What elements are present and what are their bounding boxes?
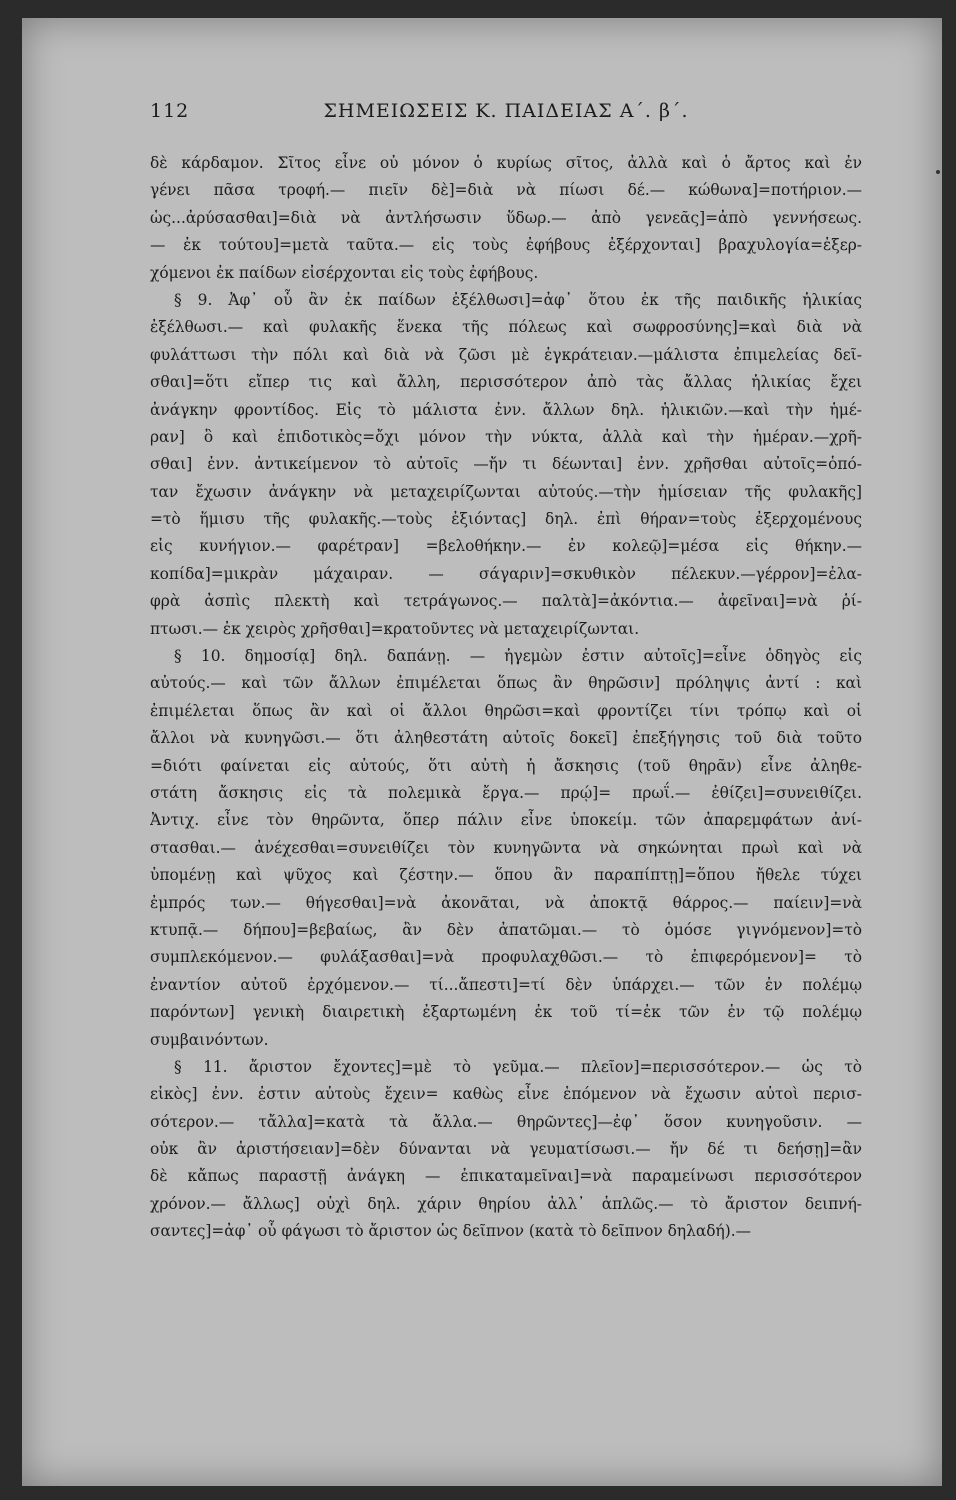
text-line: ἐναντίον αὐτοῦ ἐρχόμενον.— τί...ἄπεστι]=τί δὲν ὑπάρχει.— τῶν ἐν πολέμῳ [150, 975, 862, 994]
section-9-start: § 9. Ἀφ᾽ οὗ ἂν ἐκ παίδων ἐξέλθωσι]=ἀφ᾽ ὅτου ἐκ τῆς παιδικῆς ἡλικίας [174, 290, 862, 309]
text-line: ταν ἔχωσιν ἀνάγκην νὰ μεταχειρίζωνται αὐτούς.—τὴν ἡμίσειαν τῆς φυλακῆς] [150, 482, 862, 501]
text-line: γένει πᾶσα τροφή.— πιεῖν δὲ]=διὰ νὰ πίωσι δέ.— κώθωνα]=ποτήριον.— [150, 181, 862, 200]
text-line: κοπίδα]=μικρὰν μάχαιραν. — σάγαριν]=σκυθικὸν πέλεκυν.—γέρρον]=ἐλα- [150, 564, 862, 583]
text-line: συμβαινόντων. [150, 1030, 269, 1049]
text-line: ἐξέλθωσι.— καὶ φυλακῆς ἕνεκα τῆς πόλεως καὶ σωφροσύνης]=καὶ διὰ νὰ [150, 318, 862, 337]
text-line: στασθαι.— ἀνέχεσθαι=συνειθίζει τὸν κυνηγῶντα νὰ σηκώνηται πρωὶ καὶ νὰ [150, 838, 862, 857]
page-number: 112 [150, 100, 190, 122]
text-line: χόμενοι ἐκ παίδων εἰσέρχονται εἰς τοὺς ἐφήβους. [150, 263, 539, 282]
text-line: ἄλλοι νὰ κυνηγῶσι.— ὅτι ἀληθεστάτη αὐτοῖς δοκεῖ] ἐπεξήγησις τοῦ διὰ τοῦτο [150, 729, 862, 748]
text-line: φυλάττωσι τὴν πόλι καὶ διὰ νὰ ζῶσι μὲ ἐγκράτειαν.—μάλιστα ἐπιμελείας δεῖ- [150, 345, 862, 364]
text-line: οὐκ ἂν ἀριστήσειαν]=δὲν δύνανται νὰ γευματίσωσι.— ἤν δέ τι δεήσῃ]=ἂν [150, 1140, 862, 1159]
text-line: ἐμπρός των.— θήγεσθαι]=νὰ ἀκονᾶται, νὰ ἀποκτᾷ θάρρος.— παίειν]=νὰ [150, 893, 862, 912]
running-head [150, 100, 862, 140]
text-line: φρὰ ἀσπὶς πλεκτὴ καὶ τετράγωνος.— παλτὰ]=ἀκόντια.— ἀφεῖναι]=νὰ ῥί- [150, 592, 862, 611]
text-line: σθαι]=ὅτι εἴπερ τις καὶ ἄλλη, περισσότερον ἀπὸ τὰς ἄλλας ἡλικίας ἔχει [150, 373, 862, 392]
scan-speck [936, 170, 940, 174]
text-line: — ἐκ τούτου]=μετὰ ταῦτα.— εἰς τοὺς ἐφήβους ἐξέρχονται] βραχυλογία=ἐξερ- [150, 236, 862, 255]
text-line: =διότι φαίνεται εἰς αὐτούς, ὅτι αὐτὴ ἡ ἄσκησις (τοῦ θηρᾶν) εἶνε ἀληθε- [150, 756, 862, 775]
text-line: =τὸ ἥμισυ τῆς φυλακῆς.—τοὺς ἐξιόντας] δηλ. ἐπὶ θήραν=τοὺς ἐξερχομένους [150, 510, 862, 529]
text-line: χρόνον.— ἄλλως] οὐχὶ δηλ. χάριν θηρίου ἀλλ᾽ ἁπλῶς.— τὸ ἄριστον δειπνή- [150, 1194, 862, 1213]
text-line: συμπλεκόμενον.— φυλάξασθαι]=νὰ προφυλαχθῶσι.— τὸ ἐπιφερόμενον]= τὸ [150, 948, 862, 967]
text-line: ὑπομένῃ καὶ ψῦχος καὶ ζέστην.— ὅπου ἂν παραπίπτῃ]=ὅπου ἤθελε τύχει [150, 866, 862, 885]
text-line: ἐπιμέλεται ὅπως ἂν καὶ οἱ ἄλλοι θηρῶσι=καὶ φροντίζει τίνι τρόπῳ καὶ οἱ [150, 701, 862, 720]
text-line: σθαι] ἐνν. ἀντικείμενον τὸ αὐτοῖς —ἤν τι δέωνται] ἐνν. χρῆσθαι αὐτοῖς=ὁπό- [150, 455, 862, 474]
commentary-body [150, 150, 862, 1246]
text-line: ὡς...ἀρύσασθαι]=διὰ νὰ ἀντλήσωσιν ὕδωρ.— ἀπὸ γενεᾶς]=ἀπὸ γεννήσεως. [150, 208, 862, 227]
text-line: ἀνάγκην φροντίδος. Εἰς τὸ μάλιστα ἐνν. ἄλλων δηλ. ἡλικιῶν.—καὶ τὴν ἡμέ- [150, 400, 862, 419]
text-line: στάτη ἄσκησις εἰς τὰ πολεμικὰ ἔργα.— πρῴ]= πρωΐ.— ἐθίζει]=συνειθίζει. [150, 783, 862, 802]
text-line: ραν] ὃ καὶ ἐπιδοτικὸς=ὄχι μόνον τὴν νύκτα, ἀλλὰ καὶ τὴν ἡμέραν.—χρῆ- [150, 427, 862, 446]
text-line: Ἀντιχ. εἶνε τὸν θηρῶντα, ὅπερ πάλιν εἶνε ὑποκείμ. τῶν ἀπαρεμφάτων ἀνί- [150, 811, 862, 830]
text-line: πτωσι.— ἐκ χειρὸς χρῆσθαι]=κρατοῦντες νὰ μεταχειρίζωνται. [150, 619, 640, 638]
text-line: αὐτούς.— καὶ τῶν ἄλλων ἐπιμέλεται ὅπως ἂν θηρῶσιν] πρόληψις ἀντί : καὶ [150, 674, 862, 693]
book-page [150, 100, 862, 1246]
text-line: εἰς κυνήγιον.— φαρέτραν] =βελοθήκην.— ἐν κολεῷ]=μέσα εἰς θήκην.— [150, 537, 862, 556]
text-line: δὲ κάρδαμον. Σῖτος εἶνε οὐ μόνον ὁ κυρίως σῖτος, ἀλλὰ καὶ ὁ ἄρτος καὶ ἐν [150, 154, 862, 172]
section-11-start: § 11. ἄριστον ἔχοντες]=μὲ τὸ γεῦμα.— πλεῖον]=περισσότερον.— ὡς τὸ [174, 1057, 862, 1076]
running-title: ΣΗΜΕΙΩΣΕΙΣ Κ. ΠΑΙΔΕΙΑΣ Α΄. β΄. [323, 100, 689, 122]
text-line: εἰκὸς] ἐνν. ἐστιν αὐτοὺς ἔχειν= καθὼς εἶνε ἑπόμενον νὰ ἔχωσιν αὐτοὶ περισ- [150, 1085, 862, 1104]
text-line: σότερον.— τἄλλα]=κατὰ τὰ ἄλλα.— θηρῶντες]—ἐφ᾽ ὅσον κυνηγοῦσιν. — [150, 1112, 862, 1131]
text-line: κτυπᾷ.— δήπου]=βεβαίως, ἂν δὲν ἀπατῶμαι.— τὸ ὁμόσε γιγνόμενον]=τὸ [150, 920, 862, 939]
text-line: παρόντων] γενικὴ διαιρετικὴ ἐξαρτωμένη ἐκ τοῦ τί=ἐκ τῶν ἐν τῷ πολέμῳ [150, 1003, 862, 1022]
text-line: δὲ κἄπως παραστῇ ἀνάγκη — ἐπικαταμεῖναι]=νὰ παραμείνωσι περισσότερον [150, 1167, 862, 1186]
section-10-start: § 10. δημοσίᾳ] δηλ. δαπάνῃ. — ἡγεμὼν ἐστιν αὐτοῖς]=εἶνε ὁδηγὸς εἰς [174, 647, 862, 666]
text-line: σαντες]=ἀφ᾽ οὗ φάγωσι τὸ ἄριστον ὡς δεῖπνον (κατὰ τὸ δεῖπνον δηλαδή).— [150, 1222, 752, 1241]
